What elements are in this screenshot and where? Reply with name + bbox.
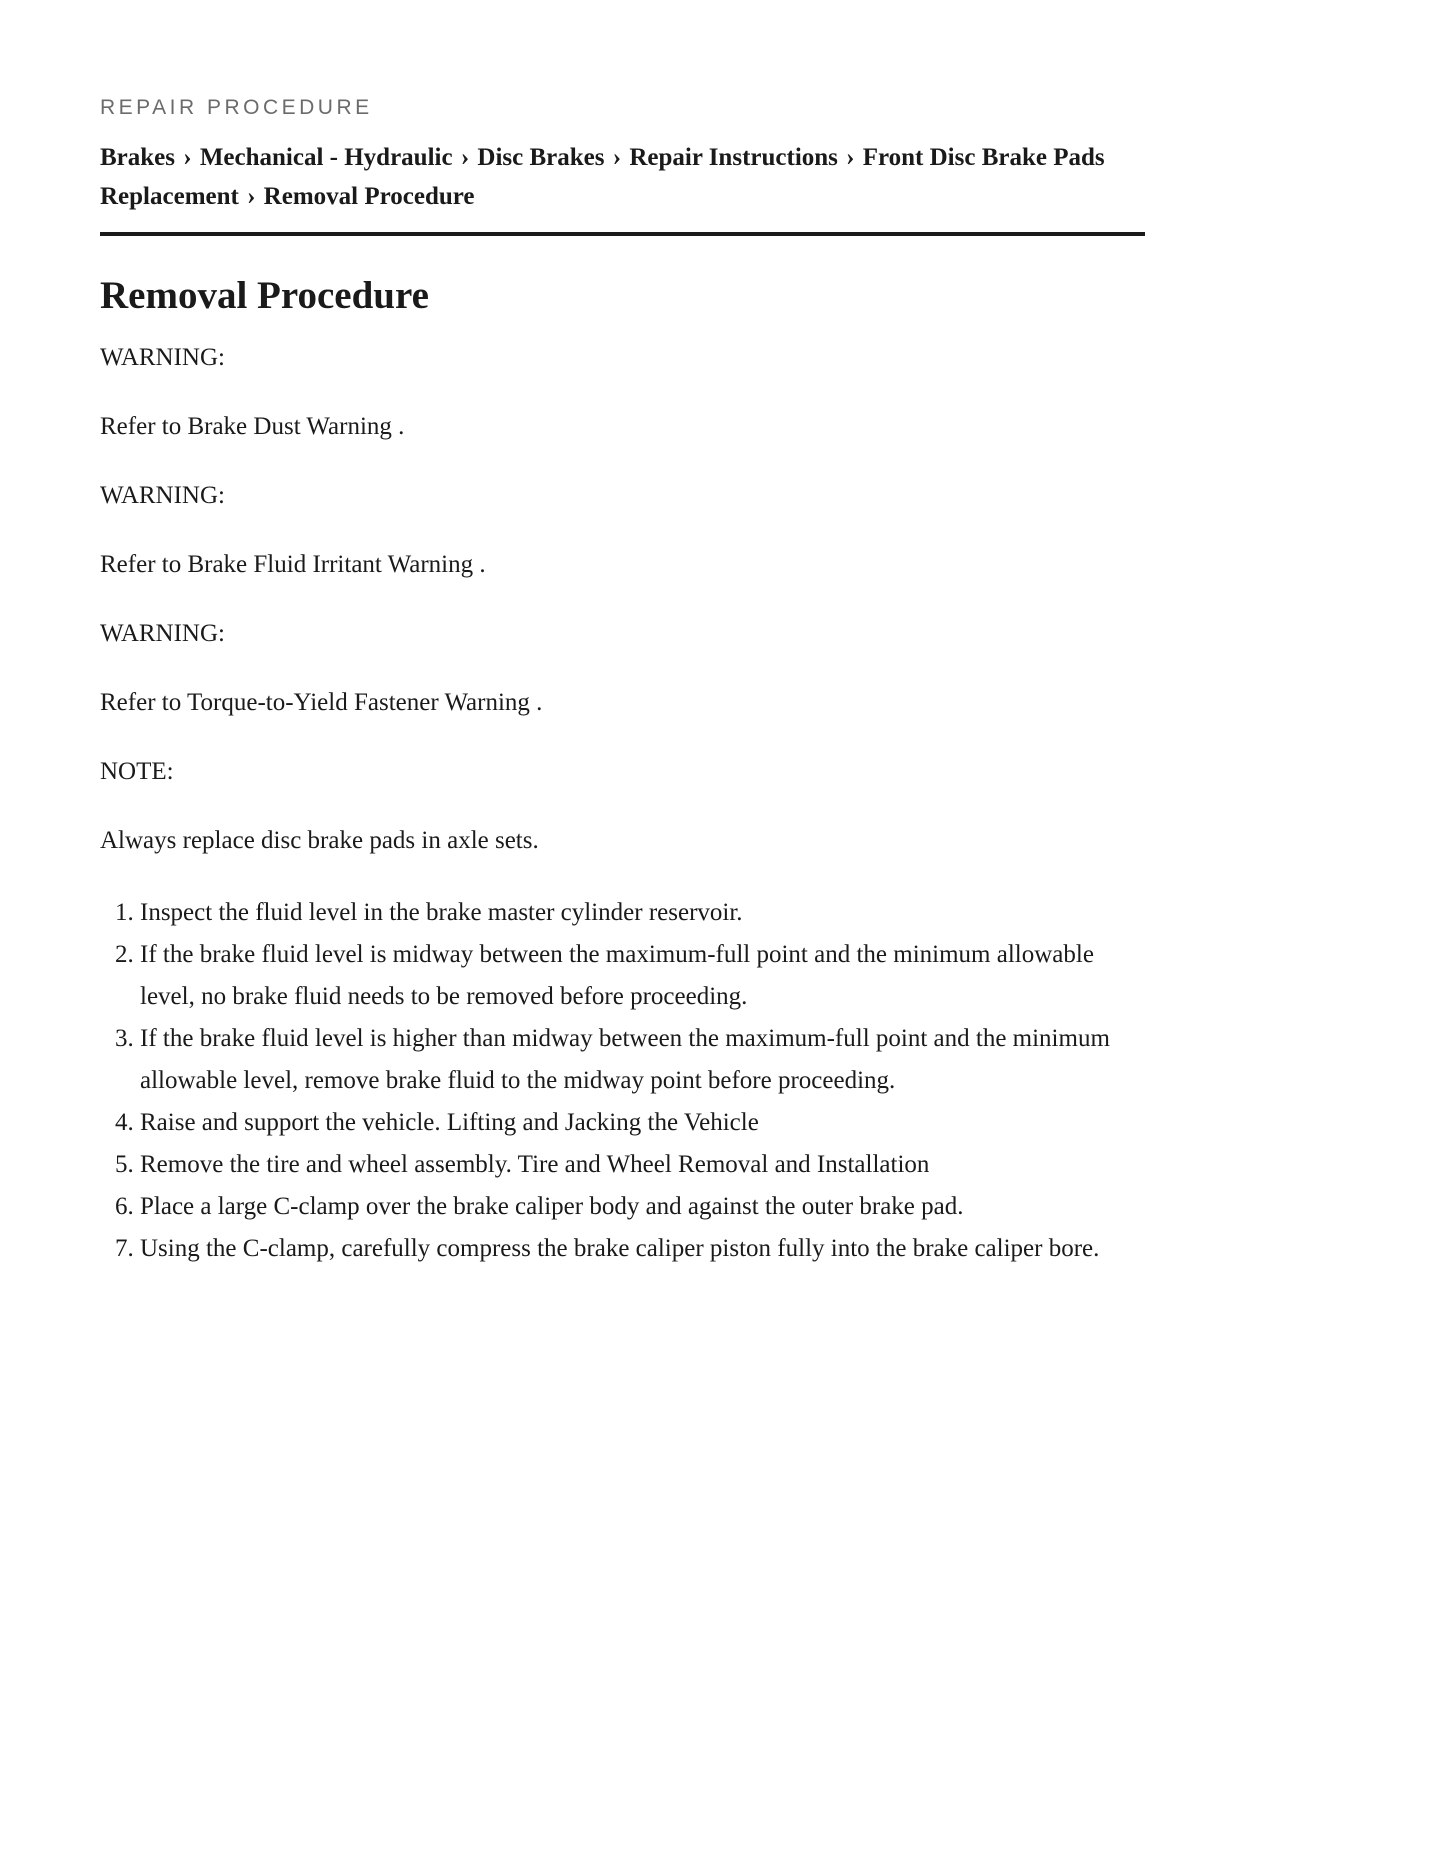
warning-text: Refer to Brake Fluid Irritant Warning .: [100, 551, 486, 578]
procedure-step: 3. If the brake fluid level is higher than midway between the maximum-full point and the minimum allowable level, remove brake fluid to the midway point before proceeding.: [140, 1018, 1145, 1102]
breadcrumb-separator: ›: [247, 183, 256, 210]
section-kicker: REPAIR PROCEDURE: [100, 96, 373, 119]
breadcrumb-separator: ›: [612, 144, 622, 171]
procedure-step: 5. Remove the tire and wheel assembly. Tire and Wheel Removal and Installation: [140, 1144, 1145, 1186]
warning-text: Refer to Torque-to-Yield Fastener Warning .: [100, 689, 543, 716]
warning-label: WARNING:: [100, 620, 225, 647]
warning-label: WARNING:: [100, 344, 225, 371]
breadcrumb-item[interactable]: Front Disc Brake Pads Replacement: [100, 144, 1105, 210]
procedure-steps: [100, 892, 1145, 1270]
procedure-step: 7. Using the C-clamp, carefully compress the brake caliper piston fully into the brake caliper bore.: [140, 1228, 1145, 1270]
procedure-step: 2. If the brake fluid level is midway between the maximum-full point and the minimum allowable level, no brake fluid needs to be removed before proceeding.: [140, 934, 1145, 1018]
procedure-step: 6. Place a large C-clamp over the brake caliper body and against the outer brake pad.: [140, 1186, 1145, 1228]
breadcrumb-separator: ›: [183, 144, 192, 171]
breadcrumb-item[interactable]: Brakes: [100, 144, 175, 171]
breadcrumb-separator: ›: [846, 144, 855, 171]
warning-label: WARNING:: [100, 482, 225, 509]
note-label: NOTE:: [100, 758, 174, 785]
procedure-step: 4. Raise and support the vehicle. Lifting and Jacking the Vehicle: [140, 1102, 1145, 1144]
breadcrumb-item[interactable]: Mechanical - Hydraulic: [199, 144, 453, 171]
breadcrumb-item[interactable]: Disc Brakes: [477, 144, 605, 171]
breadcrumb-item[interactable]: Repair Instructions: [629, 144, 838, 171]
note-text: Always replace disc brake pads in axle sets.: [100, 827, 539, 854]
page-title: Removal Procedure: [100, 274, 429, 317]
breadcrumb: [100, 138, 1145, 236]
warning-text: Refer to Brake Dust Warning .: [100, 413, 405, 440]
breadcrumb-item-current: Removal Procedure: [263, 183, 475, 210]
procedure-step: 1. Inspect the fluid level in the brake master cylinder reservoir.: [140, 892, 1145, 934]
breadcrumb-separator: ›: [460, 144, 470, 171]
